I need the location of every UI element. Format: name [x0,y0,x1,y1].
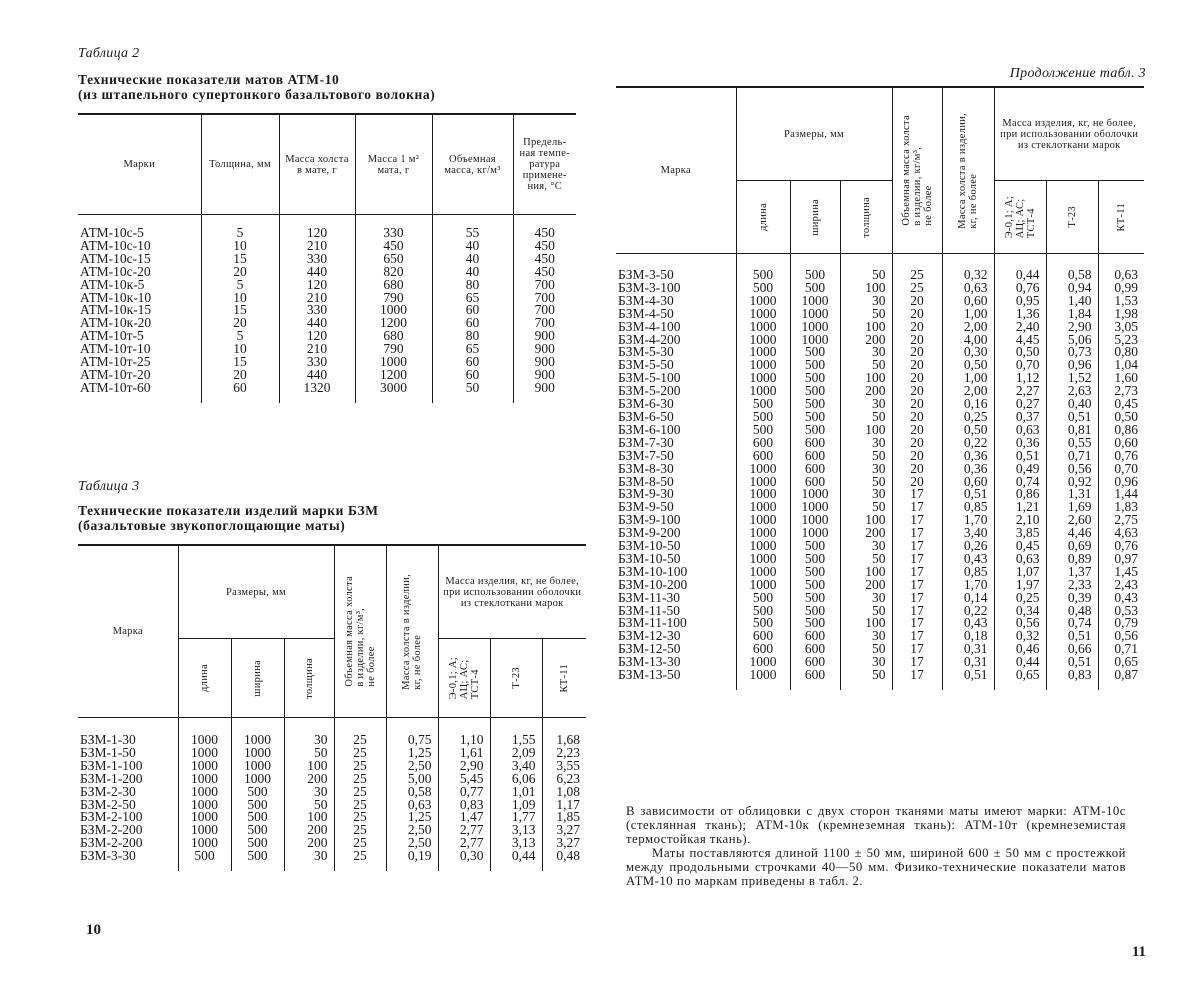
table3 [78,544,586,871]
t2-col-thickness: 5 10 15 20 5 10 15 20 5 10 15 20 60 [201,215,279,403]
t3c-header-sizes: Размеры, мм [736,87,892,181]
table-row [78,215,576,403]
t3c-col-mass-t23: 0,58 0,94 1,40 1,84 2,90 5,06 0,73 0,96 1,52 2,63 0,40 0,51 0,81 0,55 0,71 0,56 0,92 1,31 1,69 2,60 4,46 0,69 0,89 1,37 2,33 0,39 0,48 0,74 0,51 0,66 0,51 0,83 [1046,254,1098,691]
continuation-caption: Продолжение табл. 3 [1009,66,1146,81]
t3-col-mark: БЗМ-1-30 БЗМ-1-50 БЗМ-1-100 БЗМ-1-200 БЗМ-2-30 БЗМ-2-50 БЗМ-2-100 БЗМ-2-200 БЗМ-2-200 БЗМ-3-30 [78,718,178,872]
t3-header-density: Объемная масса холста в изделии, кг/м³, не более [334,545,386,718]
t3c-header-canvas-mass: Масса холста в изделии, кг, не более [942,87,994,254]
t2-col-mark: АТМ-10с-5 АТМ-10с-10 АТМ-10с-15 АТМ-10с-20 АТМ-10к-5 АТМ-10к-10 АТМ-10к-15 АТМ-10к-20 АТМ-10т-5 АТМ-10т-10 АТМ-10т-25 АТМ-10т-20 АТМ-10т-60 [78,215,201,403]
t3-header-canvas-mass: Масса холста в изделии, кг, не более [386,545,438,718]
t3c-col-density: 25 25 20 20 20 20 20 20 20 20 20 20 20 20 20 20 20 17 17 17 17 17 17 17 17 17 17 17 17 17 17 17 [892,254,942,691]
t3-col-thickness: 30 50 100 200 30 50 100 200 200 30 [284,718,334,872]
footnote-paragraph-1: В зависимости от облицовки с двух сторон тканями маты имеют марки: АТМ-10с (стеклянная ткань); АТМ-10к (кремнеземная ткань): АТМ-10т (кремнеземистая термостойкая ткань). [626,804,1126,846]
t2-col-canvas-mass: 120 210 330 440 120 210 330 440 120 210 330 440 1320 [279,215,355,403]
t3c-header-length: длина [736,181,790,254]
footnote-text [626,804,1126,888]
t3c-col-length: 500 500 1000 1000 1000 1000 1000 1000 1000 1000 500 500 500 600 600 1000 1000 1000 1000 1000 1000 1000 1000 1000 1000 500 500 500 600 600 1000 1000 [736,254,790,691]
t3-col-canvas-mass: 0,75 1,25 2,50 5,00 0,58 0,63 1,25 2,50 2,50 0,19 [386,718,438,872]
table3-continued [616,86,1144,690]
t3c-header-fabric-t23: Т-23 [1046,181,1098,254]
t2-header-thickness: Толщина, мм [201,114,279,215]
t3-header-mark: Марка [78,545,178,718]
t3c-header-density: Объемная масса холста в изделии, кг/м³, не более [892,87,942,254]
t3c-header-width: ширина [790,181,840,254]
t3c-col-mass-kt11: 0,63 0,99 1,53 1,98 3,05 5,23 0,80 1,04 1,60 2,73 0,45 0,50 0,86 0,60 0,76 0,70 0,96 1,44 1,83 2,75 4,63 0,76 0,97 1,45 2,43 0,43 0,53 0,79 0,56 0,71 0,65 0,87 [1114,267,1138,683]
t3c-header-thickness: толщина [840,181,892,254]
t3c-header-mark: Марка [616,87,736,254]
t2-header-density: Объемная масса, кг/м³ [432,114,513,215]
t3-header-fabric-kt11: КТ-11 [542,639,586,718]
table2-caption: Таблица 2 [78,46,140,61]
page-number-left: 10 [86,922,101,938]
t3c-header-fabric-kt11: КТ-11 [1098,181,1144,254]
t2-header-max-temp: Предель-ная темпе-ратура примене-ния, °С [513,114,576,215]
t3-col-length: 1000 1000 1000 1000 1000 1000 1000 1000 1000 500 [178,718,231,872]
t3-col-mass-kt11: 1,68 2,23 3,55 6,23 1,08 1,17 1,85 3,27 3,27 0,48 [556,732,580,864]
t3-header-thickness: толщина [284,639,334,718]
right-page [616,0,1146,987]
t3-header-sizes: Размеры, мм [178,545,334,639]
table-row [616,254,1144,691]
t2-col-mass-m2: 330 450 650 820 680 790 1000 1200 680 790 1000 1200 3000 [355,215,432,403]
table3-caption: Таблица 3 [78,479,140,494]
t3-header-fabric-t23: Т-23 [490,639,542,718]
t3c-col-mass-e01: 0,44 0,76 0,95 1,36 2,40 4,45 0,50 0,70 1,12 2,27 0,27 0,37 0,63 0,36 0,51 0,49 0,74 0,86 1,21 2,10 3,85 0,45 0,63 1,07 1,97 0,25 0,34 0,56 0,32 0,46 0,44 0,65 [994,254,1046,691]
t2-col-density: 55 40 40 40 80 65 60 60 80 65 60 60 50 [432,215,513,403]
t2-header-canvas-mass: Масса холста в мате, г [279,114,355,215]
table3-title: Технические показатели изделий марки БЗМ (базальтовые звукопоглощающие маты) [78,503,379,533]
t3-col-density: 25 25 25 25 25 25 25 25 25 25 [334,718,386,872]
t3c-header-product-mass: Масса изделия, кг, не более, при использовании оболочки из стеклоткани марок [994,87,1144,181]
t3c-header-fabric-e01: Э-0,1; А; АЦ; АС; ТСТ-4 [994,181,1046,254]
table2-title: Технические показатели матов АТМ-10 (из штапельного супертонкого базальтового волокна) [78,72,436,102]
t3-col-mass-e01: 1,10 1,61 2,90 5,45 0,77 0,83 1,47 2,77 2,77 0,30 [438,718,490,872]
t2-col-max-temp: 450 450 450 450 700 700 700 700 900 900 900 900 900 [534,225,555,395]
t3c-col-mark: БЗМ-3-50 БЗМ-3-100 БЗМ-4-30 БЗМ-4-50 БЗМ-4-100 БЗМ-4-200 БЗМ-5-30 БЗМ-5-50 БЗМ-5-100 БЗМ-5-200 БЗМ-6-30 БЗМ-6-50 БЗМ-6-100 БЗМ-7-30 БЗМ-7-50 БЗМ-8-30 БЗМ-8-50 БЗМ-9-30 БЗМ-9-50 БЗМ-9-100 БЗМ-9-200 БЗМ-10-50 БЗМ-10-50 БЗМ-10-100 БЗМ-10-200 БЗМ-11-30 БЗМ-11-50 БЗМ-11-100 БЗМ-12-30 БЗМ-12-50 БЗМ-13-30 БЗМ-13-50 [616,254,736,691]
t3-header-length: длина [178,639,231,718]
table-row [78,718,586,872]
table2 [78,113,576,403]
t2-header-mass-m2: Масса 1 м² мата, г [355,114,432,215]
t3c-col-canvas-mass: 0,32 0,63 0,60 1,00 2,00 4,00 0,30 0,50 1,00 2,00 0,16 0,25 0,50 0,22 0,36 0,36 0,60 0,51 0,85 1,70 3,40 0,26 0,43 0,85 1,70 0,14 0,22 0,43 0,18 0,31 0,31 0,51 [942,254,994,691]
t3c-col-width: 500 500 1000 1000 1000 1000 500 500 500 500 500 500 500 600 600 600 600 1000 1000 1000 1000 500 500 500 500 500 500 500 600 600 600 600 [790,254,840,691]
t3-col-mass-t23: 1,55 2,09 3,40 6,06 1,01 1,09 1,77 3,13 3,13 0,44 [490,718,542,872]
t2-header-mark: Марки [78,114,201,215]
footnote-paragraph-2: Маты поставляются длиной 1100 ± 50 мм, шириной 600 ± 50 мм с простежкой между продольными строчками 40—50 мм. Физико-технические показатели матов АТМ-10 по маркам приведены в табл. 2. [626,846,1126,888]
left-page [78,0,588,987]
t3-header-width: ширина [231,639,284,718]
t3c-col-thickness: 50 100 30 50 100 200 30 50 100 200 30 50 100 30 50 30 50 30 50 100 200 30 50 100 200 30 50 100 30 50 30 50 [840,254,892,691]
t3-header-product-mass: Масса изделия, кг, не более, при использовании оболочки из стеклоткани марок [438,545,586,639]
page-number-right: 11 [1131,944,1146,960]
t3-col-width: 1000 1000 1000 1000 500 500 500 500 500 500 [231,718,284,872]
t3-header-fabric-e01: Э-0,1; А; АЦ; АС; ТСТ-4 [438,639,490,718]
